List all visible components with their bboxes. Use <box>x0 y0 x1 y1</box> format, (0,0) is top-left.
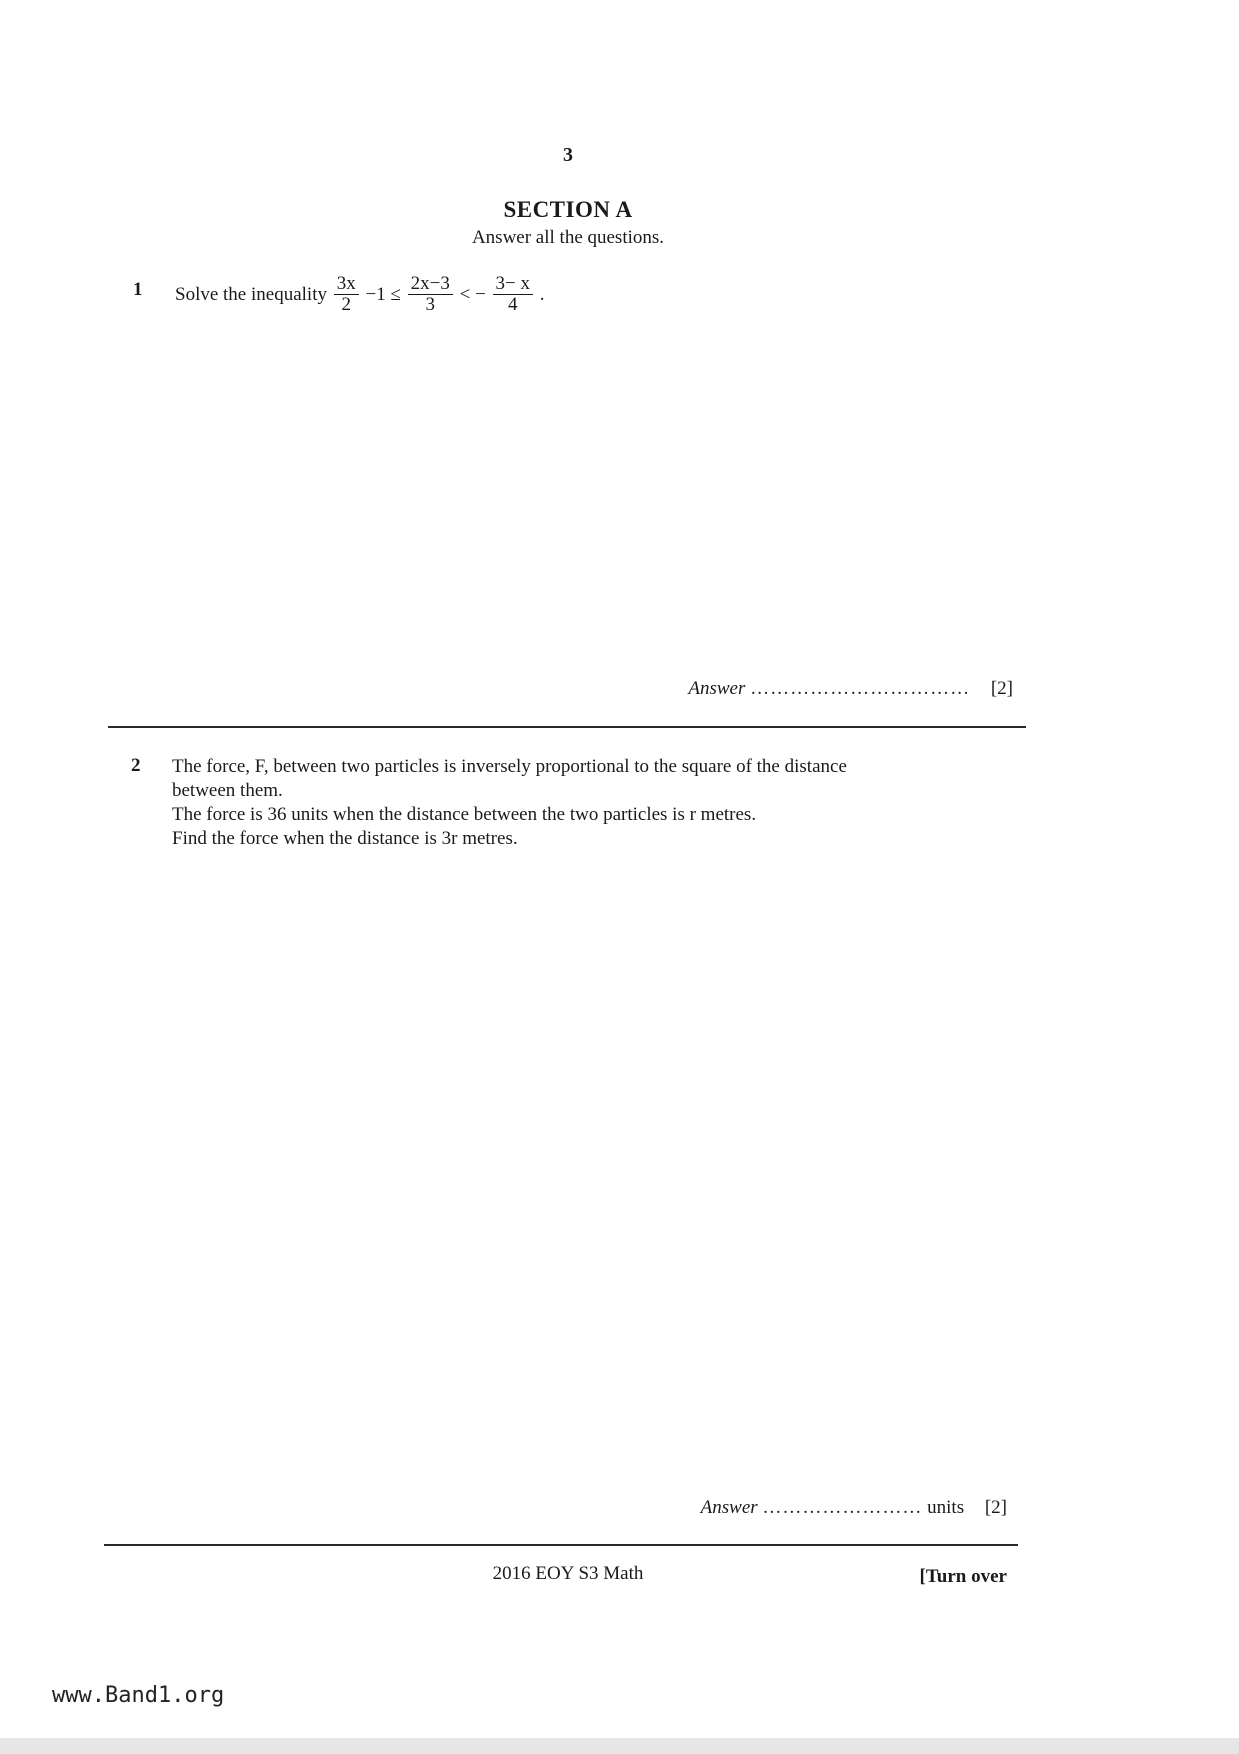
section-divider <box>108 726 1026 728</box>
operator-1: −1 ≤ <box>365 283 401 305</box>
fraction-2-denominator: 3 <box>425 294 435 315</box>
fraction-3 <box>493 274 533 315</box>
fraction-3-numerator: 3− x <box>493 274 533 295</box>
footer-divider <box>104 1544 1018 1546</box>
fraction-2 <box>408 274 453 315</box>
watermark-url: www.Band1.org <box>52 1683 225 1708</box>
scan-edge <box>0 1738 1239 1754</box>
question-2-line: The force, F, between two particles is inversely proportional to the square of the distance <box>172 756 847 777</box>
fraction-1 <box>334 274 359 315</box>
answer-blank[interactable]: …………………………… <box>750 678 971 699</box>
answer-label: Answer <box>688 678 746 699</box>
fraction-1-denominator: 2 <box>341 294 351 315</box>
answer-label: Answer <box>700 1497 758 1518</box>
fraction-3-denominator: 4 <box>508 294 518 315</box>
answer-blank[interactable]: …………………… <box>762 1497 923 1518</box>
question-1-number: 1 <box>133 279 143 300</box>
question-2-line: between them. <box>172 780 283 801</box>
question-1-text <box>175 274 545 315</box>
footer-turn-over: [Turn over <box>919 1566 1007 1587</box>
question-2-marks: [2] <box>984 1497 1007 1518</box>
fraction-1-numerator: 3x <box>334 274 359 295</box>
operator-2: < − <box>459 283 486 305</box>
section-title: SECTION A <box>503 197 633 222</box>
question-2-text <box>172 755 1012 851</box>
footer-exam-code: 2016 EOY S3 Math <box>492 1563 644 1584</box>
section-instruction: Answer all the questions. <box>471 227 665 248</box>
question-1-prefix: Solve the inequality <box>175 283 327 305</box>
expression-end: . <box>539 283 545 305</box>
question-2-line: Find the force when the distance is 3r metres. <box>172 828 518 849</box>
question-2-answer-line <box>701 1497 1007 1519</box>
question-2-line: The force is 36 units when the distance between the two particles is r metres. <box>172 804 757 825</box>
answer-unit: units <box>927 1497 965 1518</box>
question-1-answer-line <box>688 678 1013 700</box>
page-number: 3 <box>563 144 573 166</box>
question-1-marks: [2] <box>990 678 1013 699</box>
question-2-number: 2 <box>131 755 141 776</box>
fraction-2-numerator: 2x−3 <box>408 274 453 295</box>
